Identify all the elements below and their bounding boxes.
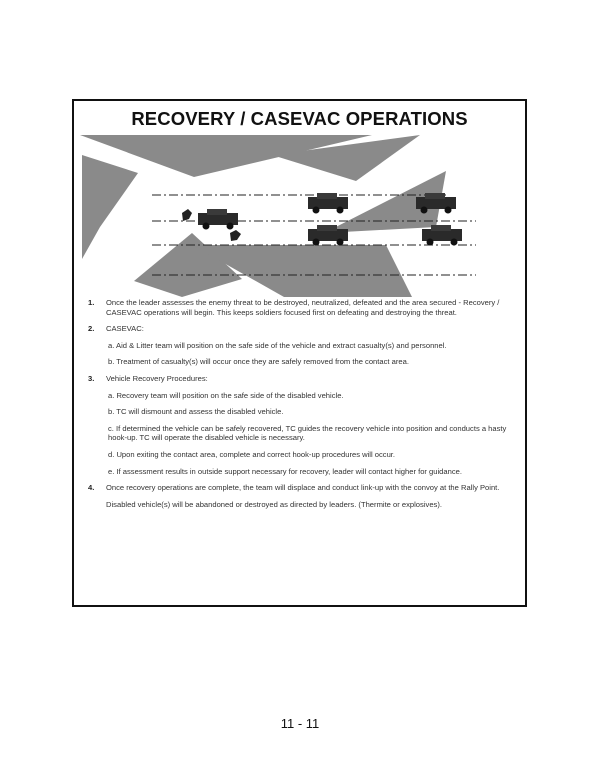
terrain-left-wedge <box>82 155 138 259</box>
sub-item: c. If determined the vehicle can be safely recovered, TC guides the recovery vehicle into position and conducts a hasty hook-up. TC will operate the disabled vehicle is necessary. <box>108 423 507 443</box>
vehicle-icon <box>308 193 348 214</box>
page-number: 11 - 11 <box>280 716 320 731</box>
sub-item: d. Upon exiting the contact area, complete and correct hook-up procedures will occur. <box>108 449 396 459</box>
list-item: 2. CASEVAC: <box>88 324 144 334</box>
soldier-icon <box>230 230 241 241</box>
note-text: Disabled vehicle(s) will be abandoned or destroyed as directed by leaders. (Thermite or explosives). <box>106 499 442 509</box>
soldier-icon <box>182 209 192 221</box>
convoy-diagram <box>74 129 525 299</box>
sub-item: b. Treatment of casualty(s) will occur once they are safely removed from the contact area. <box>108 357 409 367</box>
list-item: 4. Once recovery operations are complete, the team will displace and conduct link-up with the convoy at the Rally Point. <box>88 483 500 493</box>
vehicle-icon <box>198 209 238 230</box>
sub-item: b. TC will dismount and assess the disabled vehicle. <box>108 407 284 417</box>
sub-item: e. If assessment results in outside support necessary for recovery, leader will contact higher for guidance. <box>108 466 462 476</box>
terrain-bottom-left <box>134 233 242 297</box>
sub-item: a. Aid & Litter team will position on the safe side of the vehicle and extract casualty(s) and personnel. <box>108 340 447 350</box>
content-panel <box>72 99 527 607</box>
list-item: 1. Once the leader assesses the enemy threat to be destroyed, neutralized, defeated and the area secured - Recovery / CASEVAC operations will begin. This keeps soldiers focused first on defeating and destroying the threat. <box>88 298 500 317</box>
list-item: 3. Vehicle Recovery Procedures: <box>88 373 208 383</box>
page-title: RECOVERY / CASEVAC OPERATIONS <box>131 108 468 129</box>
sub-item: a. Recovery team will position on the safe side of the disabled vehicle. <box>108 390 344 400</box>
vehicle-icon <box>422 225 462 246</box>
procedure-list <box>88 298 513 509</box>
